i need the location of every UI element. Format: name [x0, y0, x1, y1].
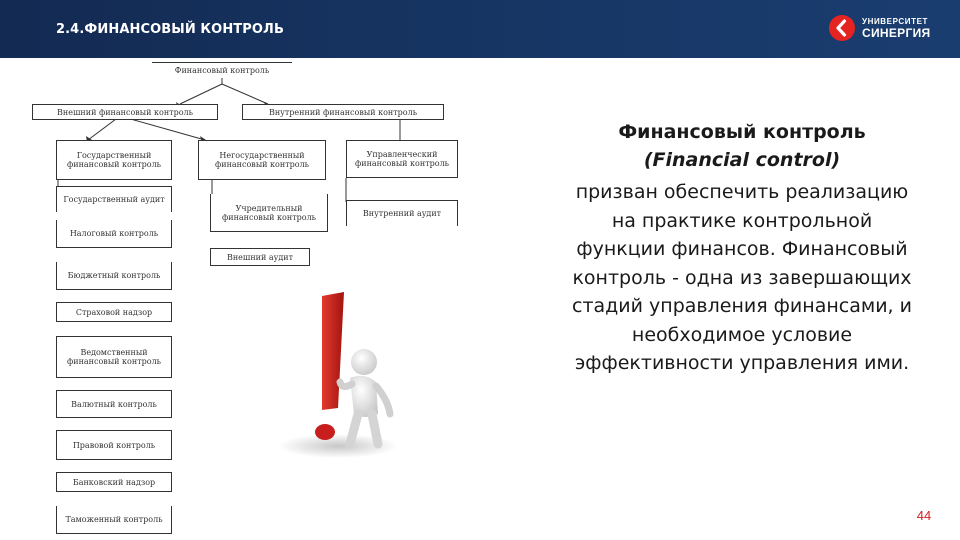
diagram-non-state-child: Учредительный финансовый контроль: [210, 194, 328, 232]
diagram-management-control: Управленческий финансовый контроль: [346, 140, 458, 178]
slide-title: 2.4.ФИНАНСОВЫЙ КОНТРОЛЬ: [56, 22, 284, 37]
diagram-state-child: Государственный аудит: [56, 186, 172, 212]
logo-chevron-icon: [828, 14, 856, 42]
diagram-state-child: Банковский надзор: [56, 472, 172, 492]
diagram-state-child: Страховой надзор: [56, 302, 172, 322]
definition-body: призван обеспечить реализацию на практике контрольной функции финансов. Финансовый контроль - одна из завершающих стадий управления финансами, и необходимое условие эффективности управления ими.: [572, 181, 912, 374]
diagram-state-control: Государственный финансовый контроль: [56, 140, 172, 180]
diagram-state-child: Валютный контроль: [56, 390, 172, 418]
synergy-logo: [828, 12, 948, 48]
diagram-root: Финансовый контроль: [152, 62, 292, 78]
definition-title: Финансовый контроль: [618, 121, 866, 143]
page-number: 44: [916, 508, 932, 523]
logo-text-top: УНИВЕРСИТЕТ: [862, 17, 928, 26]
diagram-non-state-child: Внешний аудит: [210, 248, 310, 266]
person-exclamation-icon: [278, 290, 404, 460]
diagram-external-control: Внешний финансовый контроль: [32, 104, 218, 120]
diagram-connectors: [0, 58, 480, 540]
financial-control-diagram: [0, 58, 480, 540]
diagram-state-child: Правовой контроль: [56, 430, 172, 460]
diagram-management-child: Внутренний аудит: [346, 200, 458, 226]
diagram-state-child: Бюджетный контроль: [56, 262, 172, 290]
diagram-state-child: Налоговый контроль: [56, 220, 172, 248]
diagram-non-state-control: Негосударственный финансовый контроль: [198, 140, 326, 180]
diagram-internal-control: Внутренний финансовый контроль: [242, 104, 444, 120]
diagram-state-child: Ведомственный финансовый контроль: [56, 336, 172, 378]
logo-text-bottom: СИНЕРГИЯ: [862, 26, 931, 40]
definition-text-block: [572, 118, 912, 378]
header-bar: [0, 0, 960, 58]
diagram-state-child: Таможенный контроль: [56, 506, 172, 534]
definition-title-english: (Financial control): [643, 149, 841, 171]
